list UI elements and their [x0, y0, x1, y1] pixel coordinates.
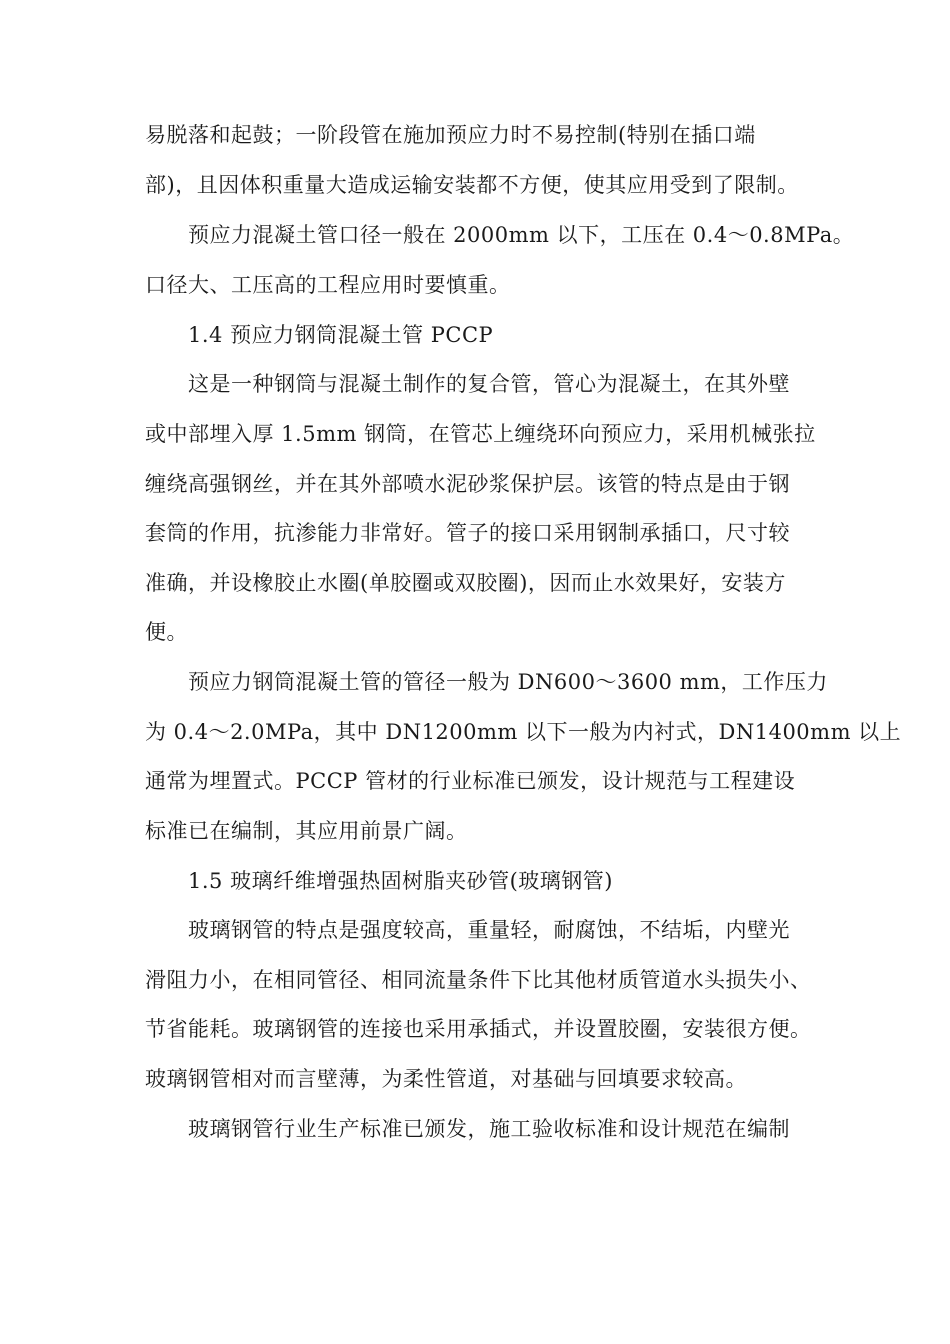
text-line: 预应力混凝土管口径一般在 2000mm 以下，工压在 0.4～0.8MPa。 [188, 223, 855, 247]
text-line: 套筒的作用，抗渗能力非常好。管子的接口采用钢制承插口，尺寸较 [145, 521, 790, 545]
text-line: 玻璃钢管相对而言壁薄，为柔性管道，对基础与回填要求较高。 [145, 1067, 747, 1091]
text-line: 玻璃钢管行业生产标准已颁发，施工验收标准和设计规范在编制 [188, 1117, 790, 1141]
text-line: 节省能耗。玻璃钢管的连接也采用承插式，并设置胶圈，安装很方便。 [145, 1017, 812, 1041]
text-line: 准确，并设橡胶止水圈(单胶圈或双胶圈)，因而止水效果好，安装方 [145, 571, 786, 595]
text-line: 玻璃钢管的特点是强度较高，重量轻，耐腐蚀，不结垢，内壁光 [188, 918, 790, 942]
section-heading: 1.5 玻璃纤维增强热固树脂夹砂管(玻璃钢管) [188, 869, 613, 893]
text-line: 通常为埋置式。PCCP 管材的行业标准已颁发，设计规范与工程建设 [145, 769, 796, 793]
section-heading: 1.4 预应力钢筒混凝土管 PCCP [188, 323, 494, 347]
text-line: 这是一种钢筒与混凝土制作的复合管，管心为混凝土，在其外壁 [188, 372, 790, 396]
text-line: 口径大、工压高的工程应用时要慎重。 [145, 273, 511, 297]
text-line: 标准已在编制，其应用前景广阔。 [145, 819, 468, 843]
text-line: 易脱落和起鼓；一阶段管在施加预应力时不易控制(特别在插口端 [145, 123, 756, 147]
text-line: 为 0.4～2.0MPa，其中 DN1200mm 以下一般为内衬式，DN1400mm 以上 [145, 720, 902, 744]
text-line: 部)，且因体积重量大造成运输安装都不方便，使其应用受到了限制。 [145, 173, 799, 197]
text-line: 滑阻力小，在相同管径、相同流量条件下比其他材质管道水头损失小、 [145, 968, 812, 992]
text-line: 便。 [145, 620, 188, 644]
text-line: 预应力钢筒混凝土管的管径一般为 DN600～3600 mm，工作压力 [188, 670, 828, 694]
text-line: 缠绕高强钢丝，并在其外部喷水泥砂浆保护层。该管的特点是由于钢 [145, 472, 790, 496]
text-line: 或中部埋入厚 1.5mm 钢筒，在管芯上缠绕环向预应力，采用机械张拉 [145, 422, 816, 446]
